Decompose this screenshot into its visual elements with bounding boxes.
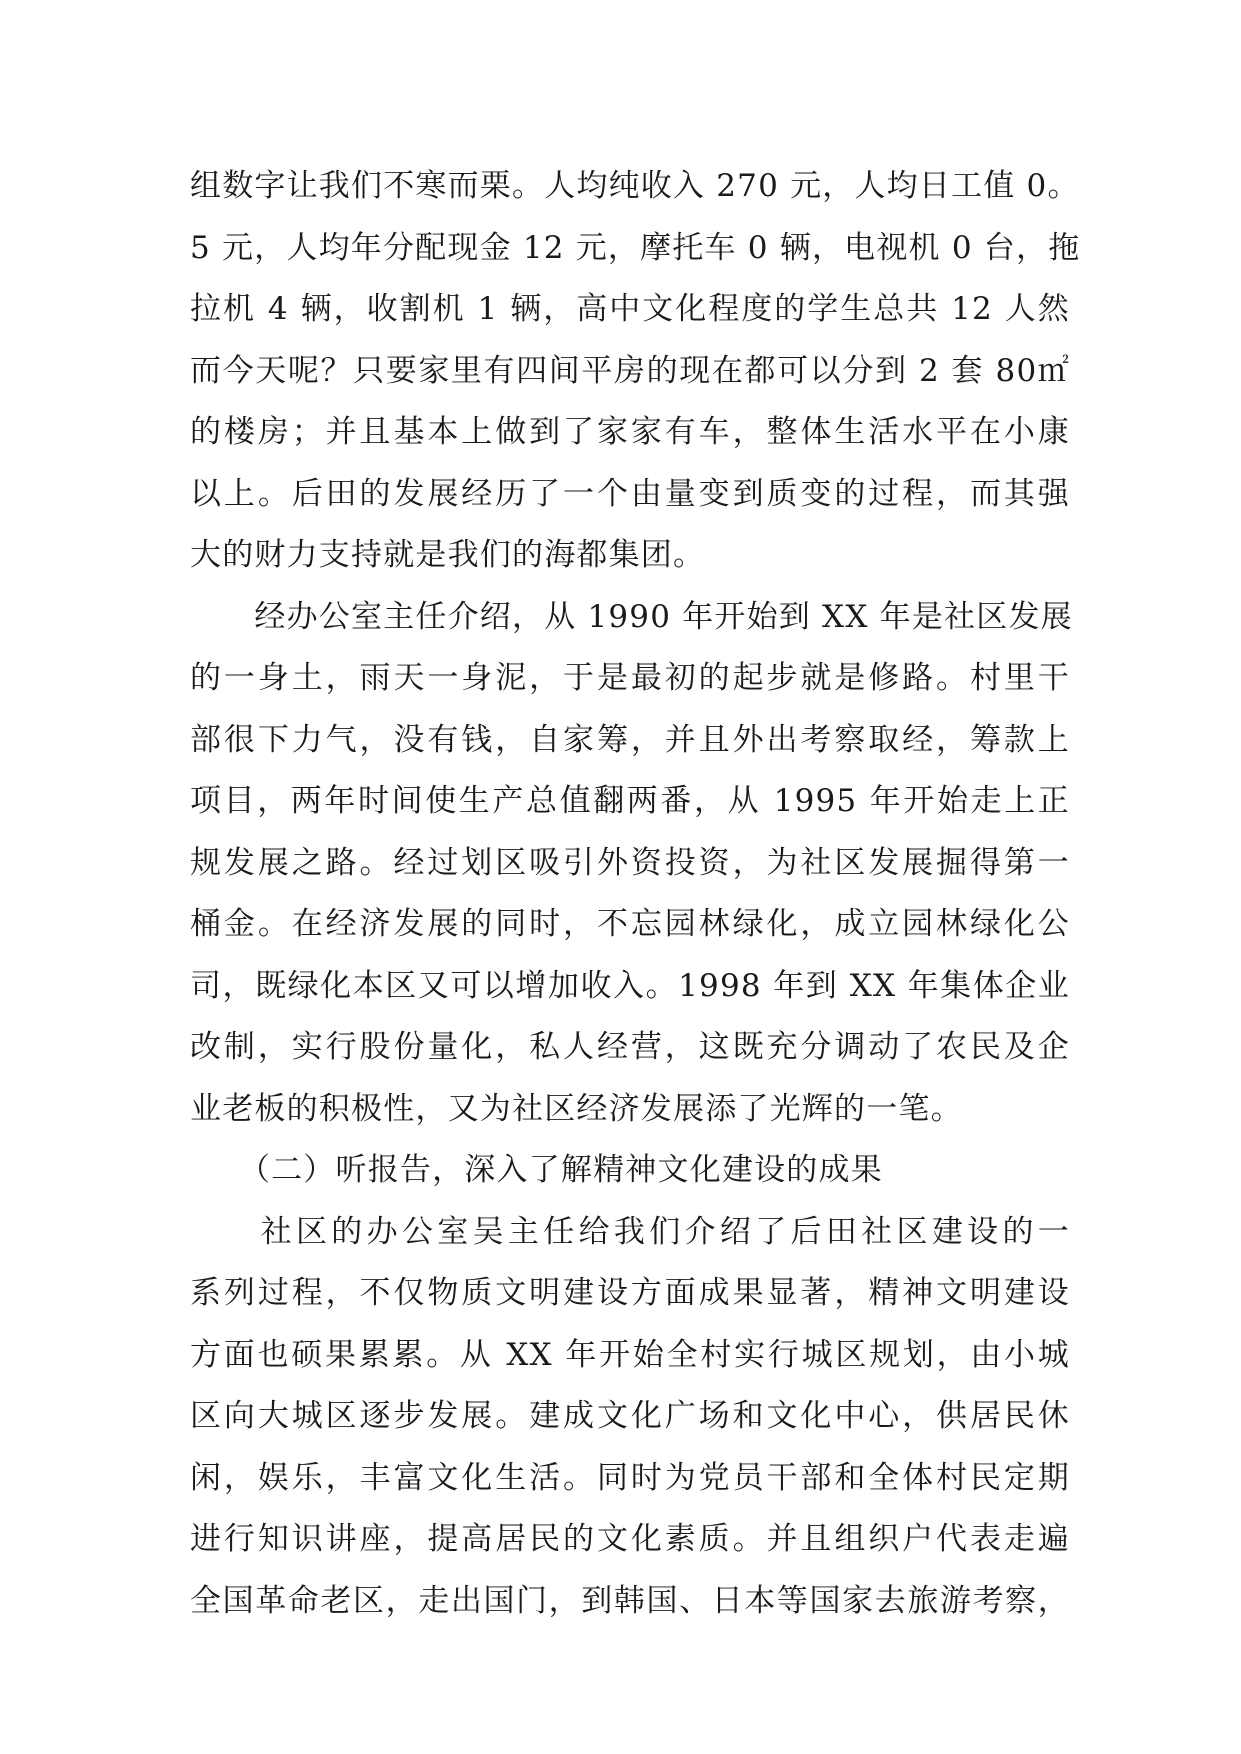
text-line: 改制，实行股份量化，私人经营，这既充分调动了农民及企 bbox=[190, 1029, 1070, 1065]
text-line: 区向大城区逐步发展。建成文化广场和文化中心，供居民休 bbox=[190, 1398, 1070, 1434]
text-line: 方面也硕果累累。从 XX 年开始全村实行城区规划，由小城 bbox=[190, 1336, 1070, 1373]
text-line: 项目，两年时间使生产总值翻两番，从 1995 年开始走上正 bbox=[190, 783, 1070, 819]
text-line: 而今天呢？只要家里有四间平房的现在都可以分到 2 套 80㎡ bbox=[190, 352, 1070, 389]
text-line: 部很下力气，没有钱，自家筹，并且外出考察取经，筹款上 bbox=[190, 721, 1070, 758]
section-heading: （二）听报告，深入了解精神文化建设的成果 bbox=[190, 1152, 883, 1188]
text-line: 拉机 4 辆，收割机 1 辆，高中文化程度的学生总共 12 人然 bbox=[190, 291, 1070, 327]
text-line: 的楼房；并且基本上做到了家家有车，整体生活水平在小康 bbox=[190, 414, 1070, 450]
text-line: 系列过程，不仅物质文明建设方面成果显著，精神文明建设 bbox=[190, 1275, 1070, 1311]
body-text bbox=[190, 156, 1081, 1632]
text-line: 司，既绿化本区又可以增加收入。1998 年到 XX 年集体企业 bbox=[190, 967, 1070, 1004]
text-line: 大的财力支持就是我们的海都集团。 bbox=[190, 537, 706, 573]
text-line: 以上。后田的发展经历了一个由量变到质变的过程，而其强 bbox=[190, 475, 1070, 512]
text-line: 的一身土，雨天一身泥，于是最初的起步就是修路。村里干 bbox=[190, 660, 1070, 696]
text-line: 桶金。在经济发展的同时，不忘园林绿化，成立园林绿化公 bbox=[190, 906, 1070, 942]
text-line: 5 元，人均年分配现金 12 元，摩托车 0 辆，电视机 0 台，拖 bbox=[190, 229, 1081, 266]
text-line: 进行知识讲座，提高居民的文化素质。并且组织户代表走遍 bbox=[190, 1521, 1070, 1557]
text-line: 闲，娱乐，丰富文化生活。同时为党员干部和全体村民定期 bbox=[190, 1459, 1070, 1496]
text-line: 经办公室主任介绍，从 1990 年开始到 XX 年是社区发展 bbox=[190, 598, 1073, 635]
text-line: 全国革命老区，走出国门，到韩国、日本等国家去旅游考察， bbox=[190, 1582, 1070, 1619]
text-line: 规发展之路。经过划区吸引外资投资，为社区发展掘得第一 bbox=[190, 844, 1070, 881]
text-line: 组数字让我们不寒而栗。人均纯收入 270 元，人均日工值 0。 bbox=[190, 168, 1080, 204]
text-line: 业老板的积极性，又为社区经济发展添了光辉的一笔。 bbox=[190, 1090, 963, 1127]
text-line: 社区的办公室吴主任给我们介绍了后田社区建设的一 bbox=[190, 1213, 1070, 1250]
